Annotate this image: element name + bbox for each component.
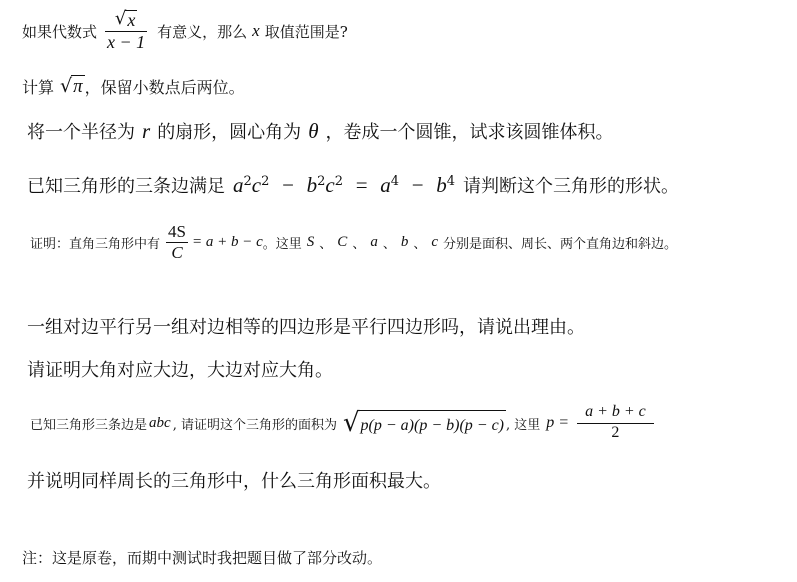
q3-text-3: ，卷成一个圆锥，试求该圆锥体积。 — [325, 122, 614, 143]
q4-text-post: 请判断这个三角形的形状。 — [463, 176, 679, 197]
q9-text: 并说明同样周长的三角形中，什么三角形面积最大。 — [27, 471, 441, 492]
q8-sqrt: √ p(p − a)(p − b)(p − c) — [342, 408, 504, 438]
q5-var-cc: c — [431, 233, 439, 250]
q3-var-theta: θ — [308, 118, 319, 143]
q8-text-pre: 已知三角形三条边是 — [30, 417, 148, 433]
q5-sep-2: 、 — [352, 236, 366, 252]
question-2 — [22, 71, 245, 101]
question-3 — [27, 115, 614, 147]
q5-text-pre: 证明：直角三角形中有 — [30, 236, 161, 252]
q5-var-c: C — [337, 233, 348, 250]
note-text: 注：这是原卷，而期中测试时我把题目做了部分改动。 — [22, 548, 383, 567]
q5-text-post: 分别是面积、周长、两个直角边和斜边。 — [443, 236, 678, 252]
q8-fraction: $\frac{a + b + c}{2}$ — [577, 404, 654, 442]
q1-text-mid: 有意义，那么 — [157, 22, 248, 41]
q1-text-post: 取值范围是? — [264, 22, 348, 41]
q5-var-b: b — [400, 233, 409, 250]
question-5 — [30, 218, 677, 266]
q2-text-post: ，保留小数点后两位。 — [84, 77, 245, 97]
q3-var-r: r — [142, 118, 151, 143]
question-1 — [22, 8, 348, 54]
q4-text-pre: 已知三角形的三条边满足 — [27, 176, 225, 197]
q5-text-mid: 。这里 — [262, 236, 302, 252]
q5-sep-3: 、 — [382, 236, 396, 252]
q5-var-s: S — [306, 233, 315, 250]
question-4 — [27, 168, 679, 202]
q6-text: 一组对边平行另一组对边相等的四边形是平行四边形吗，请说出理由。 — [27, 317, 585, 338]
question-6 — [27, 311, 585, 341]
q8-text-mid: , 请证明这个三角形的面积为 — [172, 417, 337, 433]
q5-rhs: = a + b − c — [191, 233, 263, 250]
q2-text-pre: 计算 — [22, 77, 55, 97]
q8-text-mid2: , 这里 — [506, 417, 541, 433]
q2-sqrt: √ π — [60, 74, 83, 97]
q8-var-p: p = — [546, 414, 570, 431]
q1-var: x — [252, 21, 260, 40]
q8-var-abc: abc — [149, 414, 171, 431]
q7-text: 请证明大角对应大边，大边对应大角。 — [27, 360, 333, 381]
footnote — [22, 544, 382, 570]
q1-denominator: x − 1 — [107, 32, 146, 52]
q5-sep-4: 、 — [413, 236, 427, 252]
q5-var-a: a — [370, 233, 378, 250]
q3-text-2: 的扇形，圆心角为 — [157, 122, 302, 143]
q5-sep-1: 、 — [319, 236, 333, 252]
q1-fraction — [105, 10, 147, 52]
question-7 — [27, 354, 333, 384]
q5-fraction: $\frac{4S}{C}$ — [168, 221, 186, 262]
question-8 — [30, 398, 658, 448]
q3-text-1: 将一个半径为 — [27, 122, 135, 143]
question-9 — [27, 465, 441, 495]
q1-sqrt: √ x — [114, 8, 136, 31]
q4-equation: $a^2c^2 - b^2c^2 = a^4 - b^4$ — [233, 172, 455, 197]
q1-text-pre: 如果代数式 — [22, 22, 98, 41]
